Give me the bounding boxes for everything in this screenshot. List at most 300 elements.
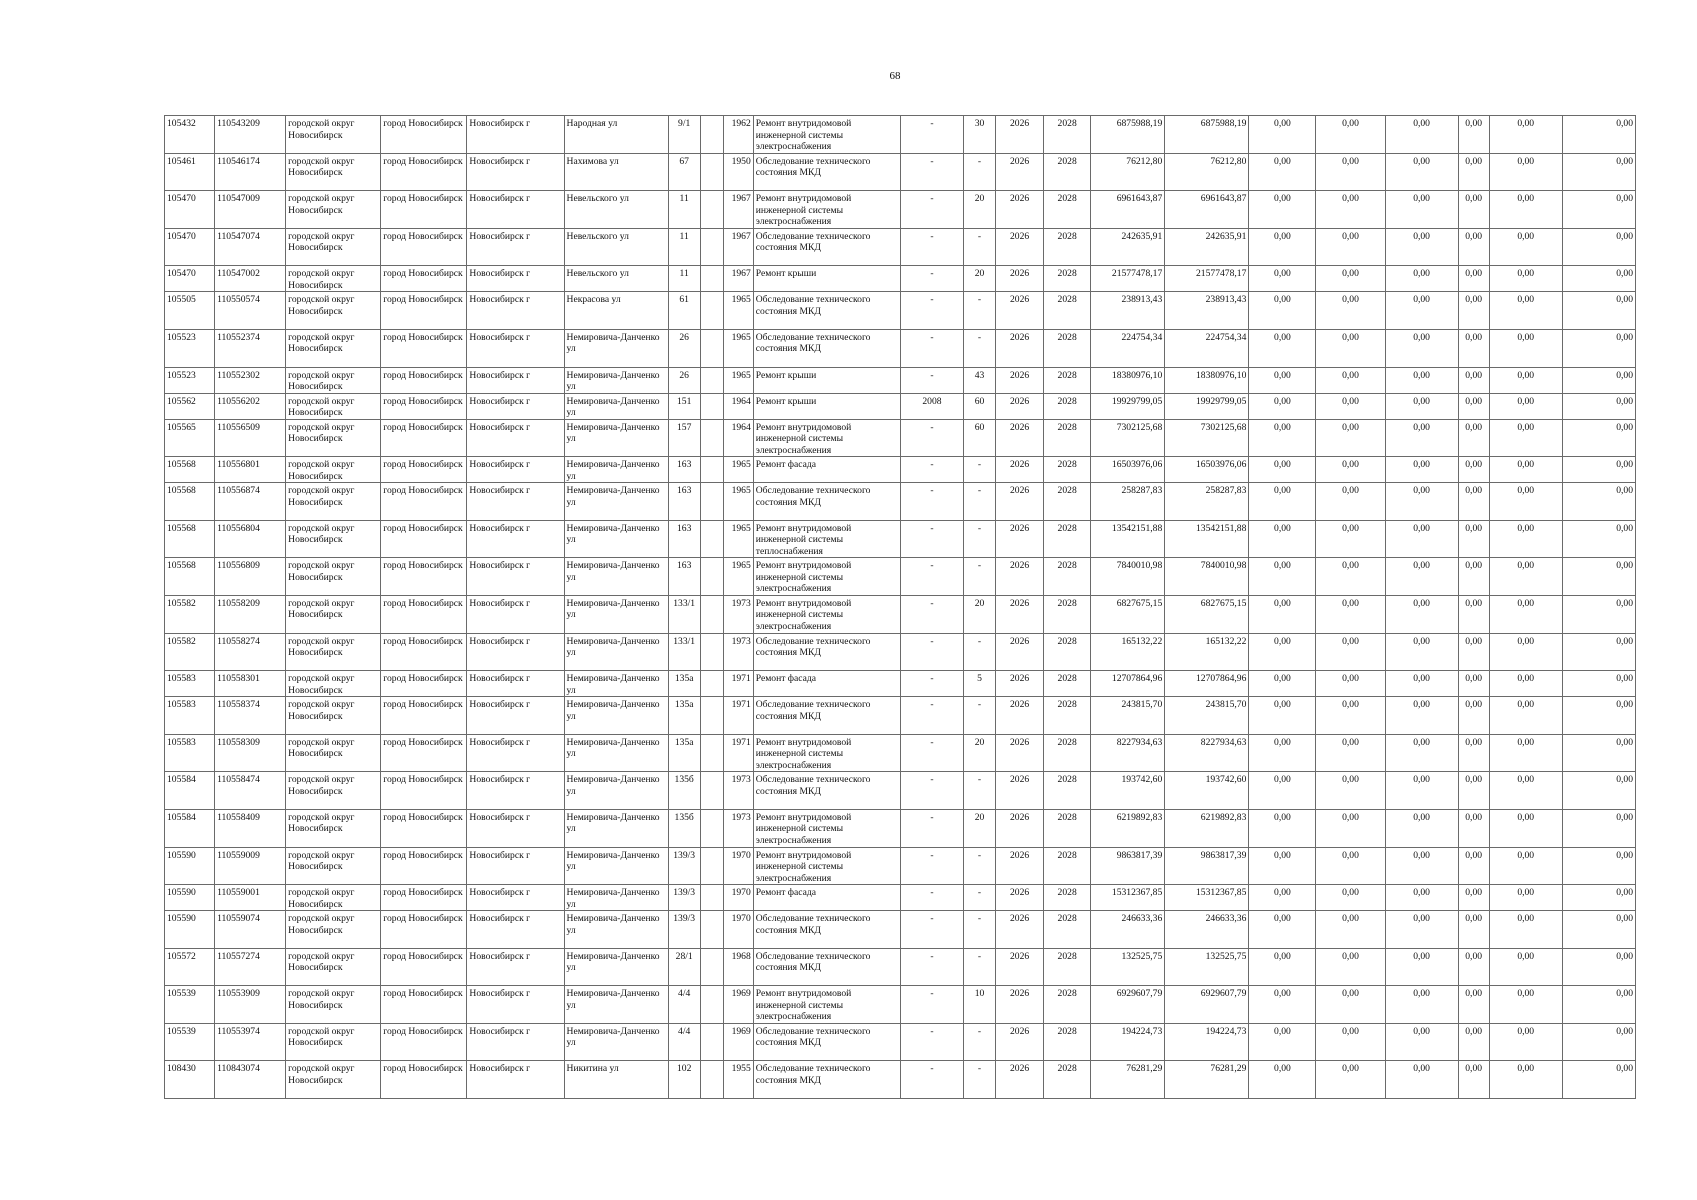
cell-work-id: 110553909 (215, 986, 286, 1024)
cell-building (700, 153, 723, 191)
table-row (165, 367, 1636, 393)
cell-building (700, 885, 723, 911)
cell-district: городской округ Новосибирск (286, 393, 381, 419)
cell-owners: 0,00 (1458, 558, 1489, 596)
cell-city-type: город Новосибирск (381, 1061, 467, 1099)
cell-fund-cost: 194224,73 (1165, 1023, 1249, 1061)
cell-street: Немировича-Данченко ул (564, 697, 668, 735)
cell-local: 0,00 (1385, 1061, 1458, 1099)
cell-balance: 0,00 (1562, 847, 1635, 885)
cell-city: Новосибирск г (467, 1023, 564, 1061)
cell-house-id: 105590 (165, 847, 215, 885)
cell-local: 0,00 (1385, 153, 1458, 191)
cell-fund-cost: 224754,34 (1165, 329, 1249, 367)
cell-work-id: 110559074 (215, 911, 286, 949)
cell-plan-start: 2026 (996, 228, 1044, 266)
cell-district: городской округ Новосибирск (286, 595, 381, 633)
cell-total-cost: 13542151,88 (1091, 520, 1165, 558)
cell-city: Новосибирск г (467, 734, 564, 772)
cell-federal: 0,00 (1249, 419, 1316, 457)
cell-city-type: город Новосибирск (381, 558, 467, 596)
cell-regional: 0,00 (1316, 948, 1385, 986)
cell-local: 0,00 (1385, 986, 1458, 1024)
cell-plan-start: 2026 (996, 697, 1044, 735)
cell-balance: 0,00 (1562, 633, 1635, 671)
cell-regional: 0,00 (1316, 986, 1385, 1024)
cell-federal: 0,00 (1249, 948, 1316, 986)
cell-building (700, 367, 723, 393)
cell-wear-percent: - (964, 558, 996, 596)
cell-work-type: Обследование технического состояния МКД (753, 1061, 900, 1099)
cell-street: Немировича-Данченко ул (564, 847, 668, 885)
cell-balance: 0,00 (1562, 228, 1635, 266)
cell-city: Новосибирск г (467, 772, 564, 810)
cell-work-type: Обследование технического состояния МКД (753, 948, 900, 986)
cell-house-number: 163 (668, 520, 700, 558)
cell-plan-start: 2026 (996, 153, 1044, 191)
cell-work-id: 110556804 (215, 520, 286, 558)
cell-build-year: 1955 (723, 1061, 753, 1099)
cell-regional: 0,00 (1316, 595, 1385, 633)
cell-work-id: 110552374 (215, 329, 286, 367)
cell-total-cost: 194224,73 (1091, 1023, 1165, 1061)
cell-wear-percent: - (964, 520, 996, 558)
cell-wear-percent: - (964, 772, 996, 810)
cell-balance: 0,00 (1562, 483, 1635, 521)
cell-local: 0,00 (1385, 809, 1458, 847)
cell-local: 0,00 (1385, 228, 1458, 266)
cell-federal: 0,00 (1249, 633, 1316, 671)
cell-owners: 0,00 (1458, 847, 1489, 885)
cell-district: городской округ Новосибирск (286, 483, 381, 521)
cell-local: 0,00 (1385, 697, 1458, 735)
cell-house-id: 105432 (165, 116, 215, 154)
cell-regional: 0,00 (1316, 847, 1385, 885)
cell-federal: 0,00 (1249, 809, 1316, 847)
cell-total-cost: 15312367,85 (1091, 885, 1165, 911)
cell-balance: 0,00 (1562, 734, 1635, 772)
cell-city: Новосибирск г (467, 266, 564, 292)
cell-regional: 0,00 (1316, 367, 1385, 393)
cell-work-type: Обследование технического состояния МКД (753, 633, 900, 671)
cell-other: 0,00 (1489, 986, 1562, 1024)
cell-plan-start: 2026 (996, 772, 1044, 810)
cell-fund-cost: 6961643,87 (1165, 191, 1249, 229)
cell-work-type: Ремонт внутридомовой инженерной системы электроснабжения (753, 847, 900, 885)
cell-city: Новосибирск г (467, 483, 564, 521)
cell-wear-percent: - (964, 1061, 996, 1099)
cell-work-type: Ремонт внутридомовой инженерной системы электроснабжения (753, 595, 900, 633)
cell-street: Немировича-Данченко ул (564, 948, 668, 986)
cell-regional: 0,00 (1316, 671, 1385, 697)
cell-street: Нахимова ул (564, 153, 668, 191)
cell-local: 0,00 (1385, 292, 1458, 330)
cell-plan-end: 2028 (1044, 772, 1091, 810)
cell-house-number: 139/3 (668, 885, 700, 911)
cell-federal: 0,00 (1249, 367, 1316, 393)
cell-city-type: город Новосибирск (381, 847, 467, 885)
cell-city: Новосибирск г (467, 153, 564, 191)
cell-federal: 0,00 (1249, 153, 1316, 191)
table-row (165, 734, 1636, 772)
cell-total-cost: 8227934,63 (1091, 734, 1165, 772)
cell-city-type: город Новосибирск (381, 809, 467, 847)
cell-fund-cost: 12707864,96 (1165, 671, 1249, 697)
cell-last-repair-year: - (900, 153, 963, 191)
cell-district: городской округ Новосибирск (286, 292, 381, 330)
cell-build-year: 1968 (723, 948, 753, 986)
cell-work-id: 110552302 (215, 367, 286, 393)
cell-regional: 0,00 (1316, 393, 1385, 419)
cell-federal: 0,00 (1249, 191, 1316, 229)
cell-owners: 0,00 (1458, 734, 1489, 772)
cell-other: 0,00 (1489, 1023, 1562, 1061)
cell-local: 0,00 (1385, 1023, 1458, 1061)
cell-balance: 0,00 (1562, 671, 1635, 697)
cell-fund-cost: 15312367,85 (1165, 885, 1249, 911)
cell-other: 0,00 (1489, 228, 1562, 266)
cell-build-year: 1970 (723, 847, 753, 885)
cell-district: городской округ Новосибирск (286, 558, 381, 596)
cell-work-id: 110547002 (215, 266, 286, 292)
cell-federal: 0,00 (1249, 847, 1316, 885)
cell-fund-cost: 21577478,17 (1165, 266, 1249, 292)
table-row (165, 847, 1636, 885)
cell-house-number: 102 (668, 1061, 700, 1099)
cell-city: Новосибирск г (467, 116, 564, 154)
cell-plan-start: 2026 (996, 595, 1044, 633)
cell-building (700, 558, 723, 596)
cell-owners: 0,00 (1458, 633, 1489, 671)
cell-last-repair-year: - (900, 809, 963, 847)
cell-district: городской округ Новосибирск (286, 191, 381, 229)
cell-house-number: 163 (668, 558, 700, 596)
cell-plan-start: 2026 (996, 986, 1044, 1024)
cell-federal: 0,00 (1249, 558, 1316, 596)
cell-wear-percent: 60 (964, 419, 996, 457)
cell-building (700, 911, 723, 949)
cell-regional: 0,00 (1316, 329, 1385, 367)
cell-last-repair-year: - (900, 116, 963, 154)
cell-federal: 0,00 (1249, 116, 1316, 154)
cell-other: 0,00 (1489, 266, 1562, 292)
cell-city-type: город Новосибирск (381, 457, 467, 483)
cell-federal: 0,00 (1249, 520, 1316, 558)
cell-plan-end: 2028 (1044, 457, 1091, 483)
cell-work-type: Ремонт внутридомовой инженерной системы электроснабжения (753, 116, 900, 154)
cell-city-type: город Новосибирск (381, 595, 467, 633)
cell-city-type: город Новосибирск (381, 191, 467, 229)
cell-district: городской округ Новосибирск (286, 116, 381, 154)
cell-regional: 0,00 (1316, 520, 1385, 558)
cell-regional: 0,00 (1316, 697, 1385, 735)
cell-regional: 0,00 (1316, 457, 1385, 483)
cell-total-cost: 19929799,05 (1091, 393, 1165, 419)
cell-balance: 0,00 (1562, 292, 1635, 330)
cell-work-id: 110556509 (215, 419, 286, 457)
cell-house-id: 105568 (165, 483, 215, 521)
cell-district: городской округ Новосибирск (286, 520, 381, 558)
cell-wear-percent: - (964, 697, 996, 735)
cell-city: Новосибирск г (467, 633, 564, 671)
cell-house-number: 151 (668, 393, 700, 419)
cell-owners: 0,00 (1458, 457, 1489, 483)
cell-local: 0,00 (1385, 772, 1458, 810)
cell-last-repair-year: - (900, 671, 963, 697)
cell-district: городской округ Новосибирск (286, 153, 381, 191)
cell-balance: 0,00 (1562, 1061, 1635, 1099)
cell-build-year: 1965 (723, 457, 753, 483)
cell-building (700, 986, 723, 1024)
cell-street: Немировича-Данченко ул (564, 367, 668, 393)
cell-regional: 0,00 (1316, 1023, 1385, 1061)
cell-total-cost: 246633,36 (1091, 911, 1165, 949)
cell-building (700, 116, 723, 154)
cell-plan-end: 2028 (1044, 558, 1091, 596)
cell-owners: 0,00 (1458, 911, 1489, 949)
cell-fund-cost: 18380976,10 (1165, 367, 1249, 393)
cell-last-repair-year: - (900, 633, 963, 671)
cell-regional: 0,00 (1316, 772, 1385, 810)
cell-plan-start: 2026 (996, 948, 1044, 986)
cell-build-year: 1965 (723, 558, 753, 596)
cell-street: Никитина ул (564, 1061, 668, 1099)
cell-work-id: 110543209 (215, 116, 286, 154)
cell-total-cost: 6961643,87 (1091, 191, 1165, 229)
cell-city-type: город Новосибирск (381, 419, 467, 457)
cell-regional: 0,00 (1316, 228, 1385, 266)
table-row (165, 292, 1636, 330)
cell-work-type: Ремонт внутридомовой инженерной системы электроснабжения (753, 809, 900, 847)
cell-street: Немировича-Данченко ул (564, 595, 668, 633)
cell-total-cost: 242635,91 (1091, 228, 1165, 266)
cell-build-year: 1969 (723, 1023, 753, 1061)
cell-regional: 0,00 (1316, 191, 1385, 229)
cell-house-number: 135а (668, 734, 700, 772)
cell-house-number: 163 (668, 483, 700, 521)
cell-plan-end: 2028 (1044, 520, 1091, 558)
cell-federal: 0,00 (1249, 393, 1316, 419)
cell-last-repair-year: - (900, 1061, 963, 1099)
cell-local: 0,00 (1385, 633, 1458, 671)
table-row (165, 329, 1636, 367)
cell-building (700, 1061, 723, 1099)
cell-house-id: 105583 (165, 697, 215, 735)
cell-total-cost: 224754,34 (1091, 329, 1165, 367)
cell-plan-start: 2026 (996, 1023, 1044, 1061)
cell-city-type: город Новосибирск (381, 671, 467, 697)
table-row (165, 885, 1636, 911)
cell-building (700, 457, 723, 483)
cell-build-year: 1965 (723, 329, 753, 367)
cell-owners: 0,00 (1458, 483, 1489, 521)
cell-federal: 0,00 (1249, 1061, 1316, 1099)
cell-city-type: город Новосибирск (381, 153, 467, 191)
cell-fund-cost: 19929799,05 (1165, 393, 1249, 419)
cell-build-year: 1970 (723, 911, 753, 949)
cell-plan-end: 2028 (1044, 266, 1091, 292)
table-row (165, 558, 1636, 596)
cell-work-id: 110550574 (215, 292, 286, 330)
cell-fund-cost: 9863817,39 (1165, 847, 1249, 885)
cell-work-id: 110558274 (215, 633, 286, 671)
cell-city: Новосибирск г (467, 986, 564, 1024)
cell-street: Немировича-Данченко ул (564, 483, 668, 521)
cell-work-type: Обследование технического состояния МКД (753, 153, 900, 191)
cell-last-repair-year: - (900, 228, 963, 266)
cell-building (700, 393, 723, 419)
cell-house-id: 105523 (165, 367, 215, 393)
cell-district: городской округ Новосибирск (286, 266, 381, 292)
cell-work-type: Обследование технического состояния МКД (753, 911, 900, 949)
table-row (165, 633, 1636, 671)
cell-last-repair-year: - (900, 847, 963, 885)
cell-house-id: 105590 (165, 911, 215, 949)
cell-regional: 0,00 (1316, 809, 1385, 847)
cell-last-repair-year: - (900, 457, 963, 483)
cell-balance: 0,00 (1562, 329, 1635, 367)
cell-plan-start: 2026 (996, 483, 1044, 521)
cell-city-type: город Новосибирск (381, 520, 467, 558)
cell-fund-cost: 242635,91 (1165, 228, 1249, 266)
cell-plan-start: 2026 (996, 457, 1044, 483)
repair-program-table (164, 115, 1636, 1099)
cell-fund-cost: 6219892,83 (1165, 809, 1249, 847)
cell-city-type: город Новосибирск (381, 911, 467, 949)
cell-work-id: 110558301 (215, 671, 286, 697)
cell-balance: 0,00 (1562, 986, 1635, 1024)
cell-house-number: 28/1 (668, 948, 700, 986)
cell-district: городской округ Новосибирск (286, 633, 381, 671)
table-row (165, 266, 1636, 292)
cell-district: городской округ Новосибирск (286, 885, 381, 911)
cell-wear-percent: 20 (964, 191, 996, 229)
cell-fund-cost: 193742,60 (1165, 772, 1249, 810)
table-row (165, 520, 1636, 558)
cell-work-id: 110559009 (215, 847, 286, 885)
cell-city: Новосибирск г (467, 697, 564, 735)
cell-work-type: Ремонт внутридомовой инженерной системы электроснабжения (753, 986, 900, 1024)
cell-plan-end: 2028 (1044, 393, 1091, 419)
cell-other: 0,00 (1489, 809, 1562, 847)
cell-street: Немировича-Данченко ул (564, 671, 668, 697)
cell-federal: 0,00 (1249, 483, 1316, 521)
cell-total-cost: 7302125,68 (1091, 419, 1165, 457)
cell-regional: 0,00 (1316, 1061, 1385, 1099)
cell-district: городской округ Новосибирск (286, 948, 381, 986)
cell-plan-start: 2026 (996, 633, 1044, 671)
cell-district: городской округ Новосибирск (286, 419, 381, 457)
cell-building (700, 948, 723, 986)
table-row (165, 948, 1636, 986)
cell-last-repair-year: - (900, 885, 963, 911)
cell-fund-cost: 243815,70 (1165, 697, 1249, 735)
cell-work-id: 110556801 (215, 457, 286, 483)
cell-balance: 0,00 (1562, 520, 1635, 558)
cell-build-year: 1965 (723, 520, 753, 558)
cell-house-id: 105562 (165, 393, 215, 419)
cell-house-id: 105539 (165, 1023, 215, 1061)
cell-house-number: 26 (668, 367, 700, 393)
cell-regional: 0,00 (1316, 266, 1385, 292)
cell-city-type: город Новосибирск (381, 329, 467, 367)
cell-house-id: 105582 (165, 633, 215, 671)
cell-total-cost: 132525,75 (1091, 948, 1165, 986)
table-row (165, 419, 1636, 457)
cell-street: Некрасова ул (564, 292, 668, 330)
cell-work-id: 110558209 (215, 595, 286, 633)
cell-total-cost: 12707864,96 (1091, 671, 1165, 697)
cell-city-type: город Новосибирск (381, 367, 467, 393)
cell-work-id: 110546174 (215, 153, 286, 191)
cell-street: Немировича-Данченко ул (564, 885, 668, 911)
cell-last-repair-year: - (900, 911, 963, 949)
cell-owners: 0,00 (1458, 228, 1489, 266)
cell-house-number: 139/3 (668, 847, 700, 885)
cell-local: 0,00 (1385, 393, 1458, 419)
cell-regional: 0,00 (1316, 116, 1385, 154)
cell-fund-cost: 6875988,19 (1165, 116, 1249, 154)
cell-other: 0,00 (1489, 734, 1562, 772)
cell-build-year: 1970 (723, 885, 753, 911)
cell-build-year: 1965 (723, 292, 753, 330)
cell-owners: 0,00 (1458, 153, 1489, 191)
cell-build-year: 1950 (723, 153, 753, 191)
cell-build-year: 1964 (723, 393, 753, 419)
cell-district: городской округ Новосибирск (286, 697, 381, 735)
cell-plan-end: 2028 (1044, 697, 1091, 735)
cell-other: 0,00 (1489, 483, 1562, 521)
cell-regional: 0,00 (1316, 419, 1385, 457)
cell-plan-end: 2028 (1044, 292, 1091, 330)
cell-street: Немировича-Данченко ул (564, 1023, 668, 1061)
cell-district: городской округ Новосибирск (286, 367, 381, 393)
cell-plan-end: 2028 (1044, 191, 1091, 229)
cell-house-number: 11 (668, 228, 700, 266)
cell-plan-end: 2028 (1044, 911, 1091, 949)
cell-building (700, 520, 723, 558)
cell-other: 0,00 (1489, 948, 1562, 986)
cell-work-type: Ремонт фасада (753, 671, 900, 697)
cell-total-cost: 193742,60 (1091, 772, 1165, 810)
cell-wear-percent: - (964, 483, 996, 521)
cell-work-type: Ремонт внутридомовой инженерной системы электроснабжения (753, 558, 900, 596)
cell-plan-start: 2026 (996, 393, 1044, 419)
cell-total-cost: 6219892,83 (1091, 809, 1165, 847)
cell-plan-end: 2028 (1044, 153, 1091, 191)
cell-build-year: 1967 (723, 228, 753, 266)
cell-owners: 0,00 (1458, 948, 1489, 986)
cell-work-id: 110557274 (215, 948, 286, 986)
cell-local: 0,00 (1385, 885, 1458, 911)
cell-district: городской округ Новосибирск (286, 329, 381, 367)
cell-house-number: 133/1 (668, 595, 700, 633)
cell-house-number: 11 (668, 191, 700, 229)
cell-balance: 0,00 (1562, 116, 1635, 154)
cell-house-id: 105470 (165, 191, 215, 229)
cell-owners: 0,00 (1458, 419, 1489, 457)
table-row (165, 595, 1636, 633)
cell-house-id: 105583 (165, 734, 215, 772)
cell-local: 0,00 (1385, 483, 1458, 521)
cell-balance: 0,00 (1562, 393, 1635, 419)
cell-balance: 0,00 (1562, 153, 1635, 191)
cell-house-id: 105584 (165, 809, 215, 847)
cell-other: 0,00 (1489, 697, 1562, 735)
cell-regional: 0,00 (1316, 292, 1385, 330)
cell-house-id: 105583 (165, 671, 215, 697)
cell-district: городской округ Новосибирск (286, 772, 381, 810)
